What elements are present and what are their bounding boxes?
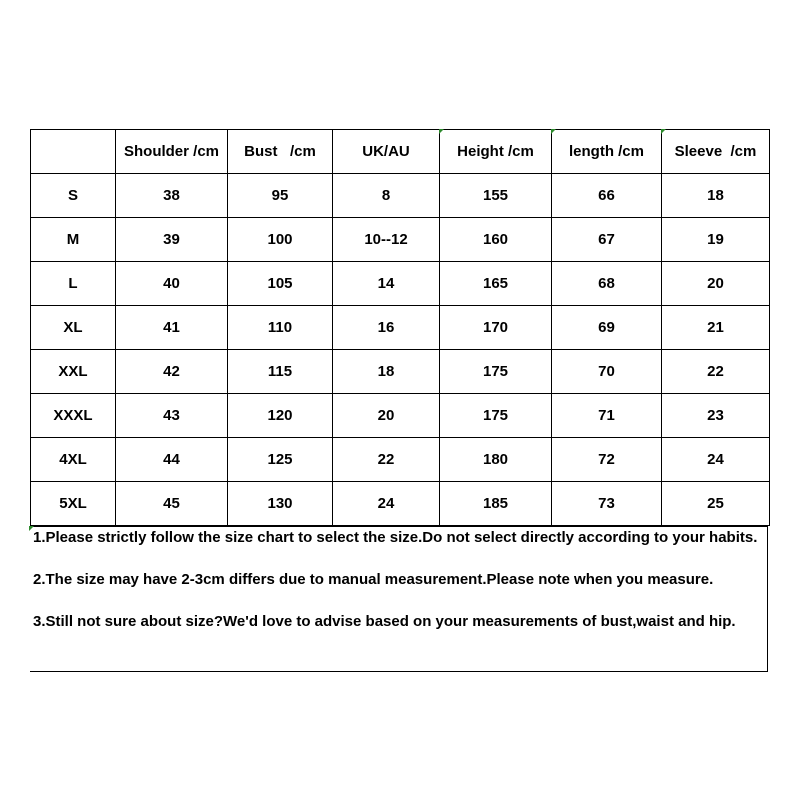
shoulder-cell: 45 bbox=[116, 482, 228, 526]
header-sleeve bbox=[662, 130, 770, 174]
uk-au-cell: 10--12 bbox=[333, 218, 440, 262]
header-length-label: length /cm bbox=[568, 143, 644, 160]
header-shoulder: Shoulder /cm bbox=[116, 130, 228, 174]
note-3: 3.Still not sure about size?We'd love to advise based on your measurements of bust,waist and hip. bbox=[33, 613, 736, 630]
shoulder-cell: 40 bbox=[116, 262, 228, 306]
uk-au-cell: 14 bbox=[333, 262, 440, 306]
uk-au-cell: 22 bbox=[333, 438, 440, 482]
bust-cell: 125 bbox=[228, 438, 333, 482]
length-cell: 73 bbox=[552, 482, 662, 526]
header-sleeve-label: Sleeve /cm bbox=[674, 143, 757, 160]
length-cell: 71 bbox=[552, 394, 662, 438]
size-cell: S bbox=[31, 174, 116, 218]
table-row bbox=[31, 218, 770, 262]
length-cell: 66 bbox=[552, 174, 662, 218]
cell-marker-icon bbox=[439, 129, 444, 134]
table-row bbox=[31, 306, 770, 350]
size-cell: XXXL bbox=[31, 394, 116, 438]
table-header-row bbox=[31, 130, 770, 174]
uk-au-cell: 20 bbox=[333, 394, 440, 438]
header-bust: Bust /cm bbox=[228, 130, 333, 174]
height-cell: 165 bbox=[440, 262, 552, 306]
cell-marker-icon bbox=[661, 129, 666, 134]
sleeve-cell: 21 bbox=[662, 306, 770, 350]
size-chart-table bbox=[30, 129, 770, 526]
height-cell: 170 bbox=[440, 306, 552, 350]
height-cell: 160 bbox=[440, 218, 552, 262]
height-cell: 175 bbox=[440, 394, 552, 438]
sleeve-cell: 20 bbox=[662, 262, 770, 306]
size-cell: M bbox=[31, 218, 116, 262]
sleeve-cell: 24 bbox=[662, 438, 770, 482]
table-row bbox=[31, 174, 770, 218]
table-row bbox=[31, 262, 770, 306]
uk-au-cell: 16 bbox=[333, 306, 440, 350]
length-cell: 70 bbox=[552, 350, 662, 394]
uk-au-cell: 8 bbox=[333, 174, 440, 218]
note-2: 2.The size may have 2-3cm differs due to manual measurement.Please note when you measure. bbox=[33, 571, 714, 588]
cell-marker-icon bbox=[29, 526, 34, 531]
height-cell: 175 bbox=[440, 350, 552, 394]
size-cell: XXL bbox=[31, 350, 116, 394]
bust-cell: 130 bbox=[228, 482, 333, 526]
length-cell: 68 bbox=[552, 262, 662, 306]
shoulder-cell: 41 bbox=[116, 306, 228, 350]
size-cell: L bbox=[31, 262, 116, 306]
shoulder-cell: 43 bbox=[116, 394, 228, 438]
shoulder-cell: 42 bbox=[116, 350, 228, 394]
header-uk-au: UK/AU bbox=[333, 130, 440, 174]
height-cell: 185 bbox=[440, 482, 552, 526]
bust-cell: 105 bbox=[228, 262, 333, 306]
shoulder-cell: 38 bbox=[116, 174, 228, 218]
table-row bbox=[31, 350, 770, 394]
size-notes bbox=[30, 526, 768, 672]
cell-marker-icon bbox=[551, 129, 556, 134]
shoulder-cell: 39 bbox=[116, 218, 228, 262]
sleeve-cell: 18 bbox=[662, 174, 770, 218]
table-row bbox=[31, 482, 770, 526]
length-cell: 72 bbox=[552, 438, 662, 482]
header-height bbox=[440, 130, 552, 174]
bust-cell: 100 bbox=[228, 218, 333, 262]
header-height-label: Height /cm bbox=[457, 143, 534, 160]
sleeve-cell: 23 bbox=[662, 394, 770, 438]
height-cell: 155 bbox=[440, 174, 552, 218]
header-length bbox=[552, 130, 662, 174]
sleeve-cell: 25 bbox=[662, 482, 770, 526]
height-cell: 180 bbox=[440, 438, 552, 482]
sleeve-cell: 19 bbox=[662, 218, 770, 262]
table-row bbox=[31, 438, 770, 482]
bust-cell: 110 bbox=[228, 306, 333, 350]
uk-au-cell: 18 bbox=[333, 350, 440, 394]
size-cell: XL bbox=[31, 306, 116, 350]
size-cell: 4XL bbox=[31, 438, 116, 482]
length-cell: 67 bbox=[552, 218, 662, 262]
bust-cell: 95 bbox=[228, 174, 333, 218]
uk-au-cell: 24 bbox=[333, 482, 440, 526]
length-cell: 69 bbox=[552, 306, 662, 350]
size-cell: 5XL bbox=[31, 482, 116, 526]
note-1: 1.Please strictly follow the size chart to select the size.Do not select directly according to your habits. bbox=[33, 529, 758, 546]
bust-cell: 115 bbox=[228, 350, 333, 394]
sleeve-cell: 22 bbox=[662, 350, 770, 394]
shoulder-cell: 44 bbox=[116, 438, 228, 482]
header-corner-cell bbox=[31, 130, 116, 174]
size-chart-sheet bbox=[30, 129, 769, 672]
bust-cell: 120 bbox=[228, 394, 333, 438]
table-row bbox=[31, 394, 770, 438]
